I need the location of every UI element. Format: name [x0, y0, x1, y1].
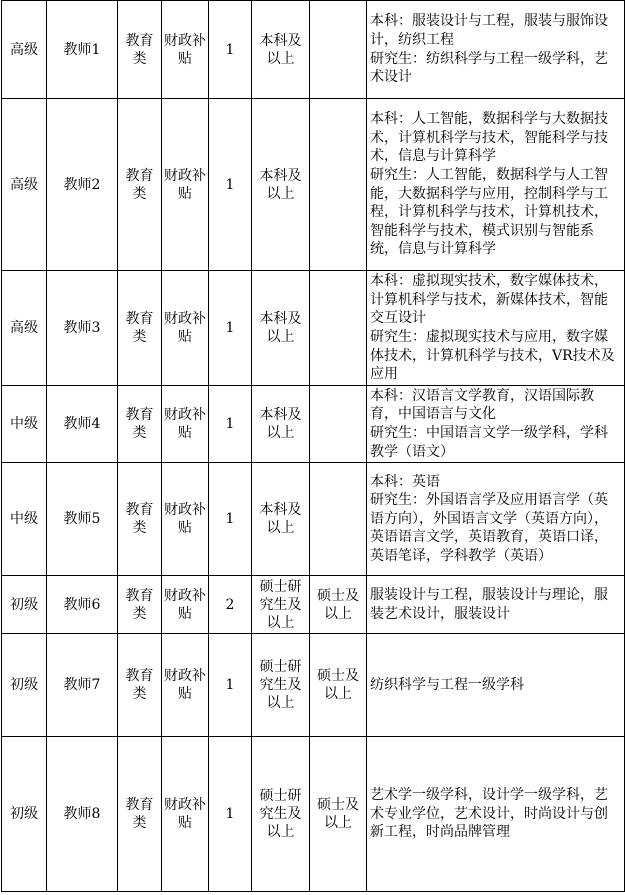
cell-level: 初级	[2, 634, 47, 737]
cell-major: 本科：服装设计与工程，服装与服饰设计，纺织工程 研究生：纺织科学与工程一级学科，艺术设计	[367, 1, 625, 99]
cell-major: 服装设计与工程，服装设计与理论，服装艺术设计，服装设计	[367, 576, 625, 634]
cell-post: 教师8	[47, 737, 118, 892]
table-row	[2, 386, 625, 463]
cell-funding: 财政补贴	[162, 634, 209, 737]
cell-education: 本科及以上	[252, 1, 310, 99]
cell-level: 高级	[2, 99, 47, 271]
cell-degree	[310, 386, 367, 463]
cell-major: 本科：英语 研究生：外国语言学及应用语言学（英语方向），外国语言文学（英语方向），英语语言文学，英语教育，英语口译，英语笔译，学科教学（英语）	[367, 463, 625, 576]
cell-degree	[310, 271, 367, 386]
cell-major: 本科：人工智能，数据科学与大数据技术，计算机科学与技术，智能科学与技术，信息与计算科学 研究生：人工智能，数据科学与人工智能，大数据科学与应用，控制科学与工程，计算机科学与技术，计算机技术，智能科学与技术，模式识别与智能系统，信息与计算科学	[367, 99, 625, 271]
cell-count: 1	[209, 634, 252, 737]
cell-degree: 硕士及以上	[310, 737, 367, 892]
table-row	[2, 463, 625, 576]
cell-education: 硕士研究生及以上	[252, 634, 310, 737]
cell-category: 教育类	[118, 576, 162, 634]
cell-level: 中级	[2, 463, 47, 576]
cell-post: 教师5	[47, 463, 118, 576]
cell-category: 教育类	[118, 386, 162, 463]
cell-funding: 财政补贴	[162, 99, 209, 271]
cell-funding: 财政补贴	[162, 1, 209, 99]
cell-level: 初级	[2, 576, 47, 634]
cell-major: 本科：虚拟现实技术，数字媒体技术，计算机科学与技术，新媒体技术，智能交互设计 研究生：虚拟现实技术与应用，数字媒体技术，计算机科学与技术，VR技术及应用	[367, 271, 625, 386]
cell-funding: 财政补贴	[162, 576, 209, 634]
cell-education: 硕士研究生及以上	[252, 737, 310, 892]
cell-level: 初级	[2, 737, 47, 892]
cell-major: 纺织科学与工程一级学科	[367, 634, 625, 737]
table-row	[2, 737, 625, 892]
cell-post: 教师6	[47, 576, 118, 634]
cell-level: 高级	[2, 271, 47, 386]
cell-major: 艺术学一级学科，设计学一级学科，艺术专业学位，艺术设计，时尚设计与创新工程，时尚品牌管理	[367, 737, 625, 892]
cell-count: 1	[209, 271, 252, 386]
table-row	[2, 99, 625, 271]
cell-category: 教育类	[118, 1, 162, 99]
cell-count: 1	[209, 463, 252, 576]
cell-degree	[310, 1, 367, 99]
cell-level: 高级	[2, 1, 47, 99]
cell-degree: 硕士及以上	[310, 634, 367, 737]
cell-funding: 财政补贴	[162, 737, 209, 892]
cell-education: 本科及以上	[252, 271, 310, 386]
cell-post: 教师2	[47, 99, 118, 271]
cell-post: 教师1	[47, 1, 118, 99]
table-row	[2, 634, 625, 737]
cell-post: 教师4	[47, 386, 118, 463]
cell-degree	[310, 463, 367, 576]
cell-count: 2	[209, 576, 252, 634]
cell-post: 教师7	[47, 634, 118, 737]
cell-degree	[310, 99, 367, 271]
cell-count: 1	[209, 386, 252, 463]
cell-education: 硕士研究生及以上	[252, 576, 310, 634]
cell-post: 教师3	[47, 271, 118, 386]
cell-funding: 财政补贴	[162, 386, 209, 463]
cell-category: 教育类	[118, 634, 162, 737]
cell-education: 本科及以上	[252, 386, 310, 463]
cell-degree: 硕士及以上	[310, 576, 367, 634]
job-requirements-table	[1, 0, 625, 892]
cell-count: 1	[209, 99, 252, 271]
cell-count: 1	[209, 737, 252, 892]
cell-category: 教育类	[118, 271, 162, 386]
cell-education: 本科及以上	[252, 463, 310, 576]
table-row	[2, 271, 625, 386]
cell-count: 1	[209, 1, 252, 99]
cell-category: 教育类	[118, 463, 162, 576]
table-row	[2, 576, 625, 634]
cell-category: 教育类	[118, 99, 162, 271]
cell-category: 教育类	[118, 737, 162, 892]
table-row	[2, 1, 625, 99]
cell-level: 中级	[2, 386, 47, 463]
cell-education: 本科及以上	[252, 99, 310, 271]
cell-major: 本科：汉语言文学教育，汉语国际教育，中国语言与文化 研究生：中国语言文学一级学科，学科教学（语文）	[367, 386, 625, 463]
cell-funding: 财政补贴	[162, 271, 209, 386]
cell-funding: 财政补贴	[162, 463, 209, 576]
